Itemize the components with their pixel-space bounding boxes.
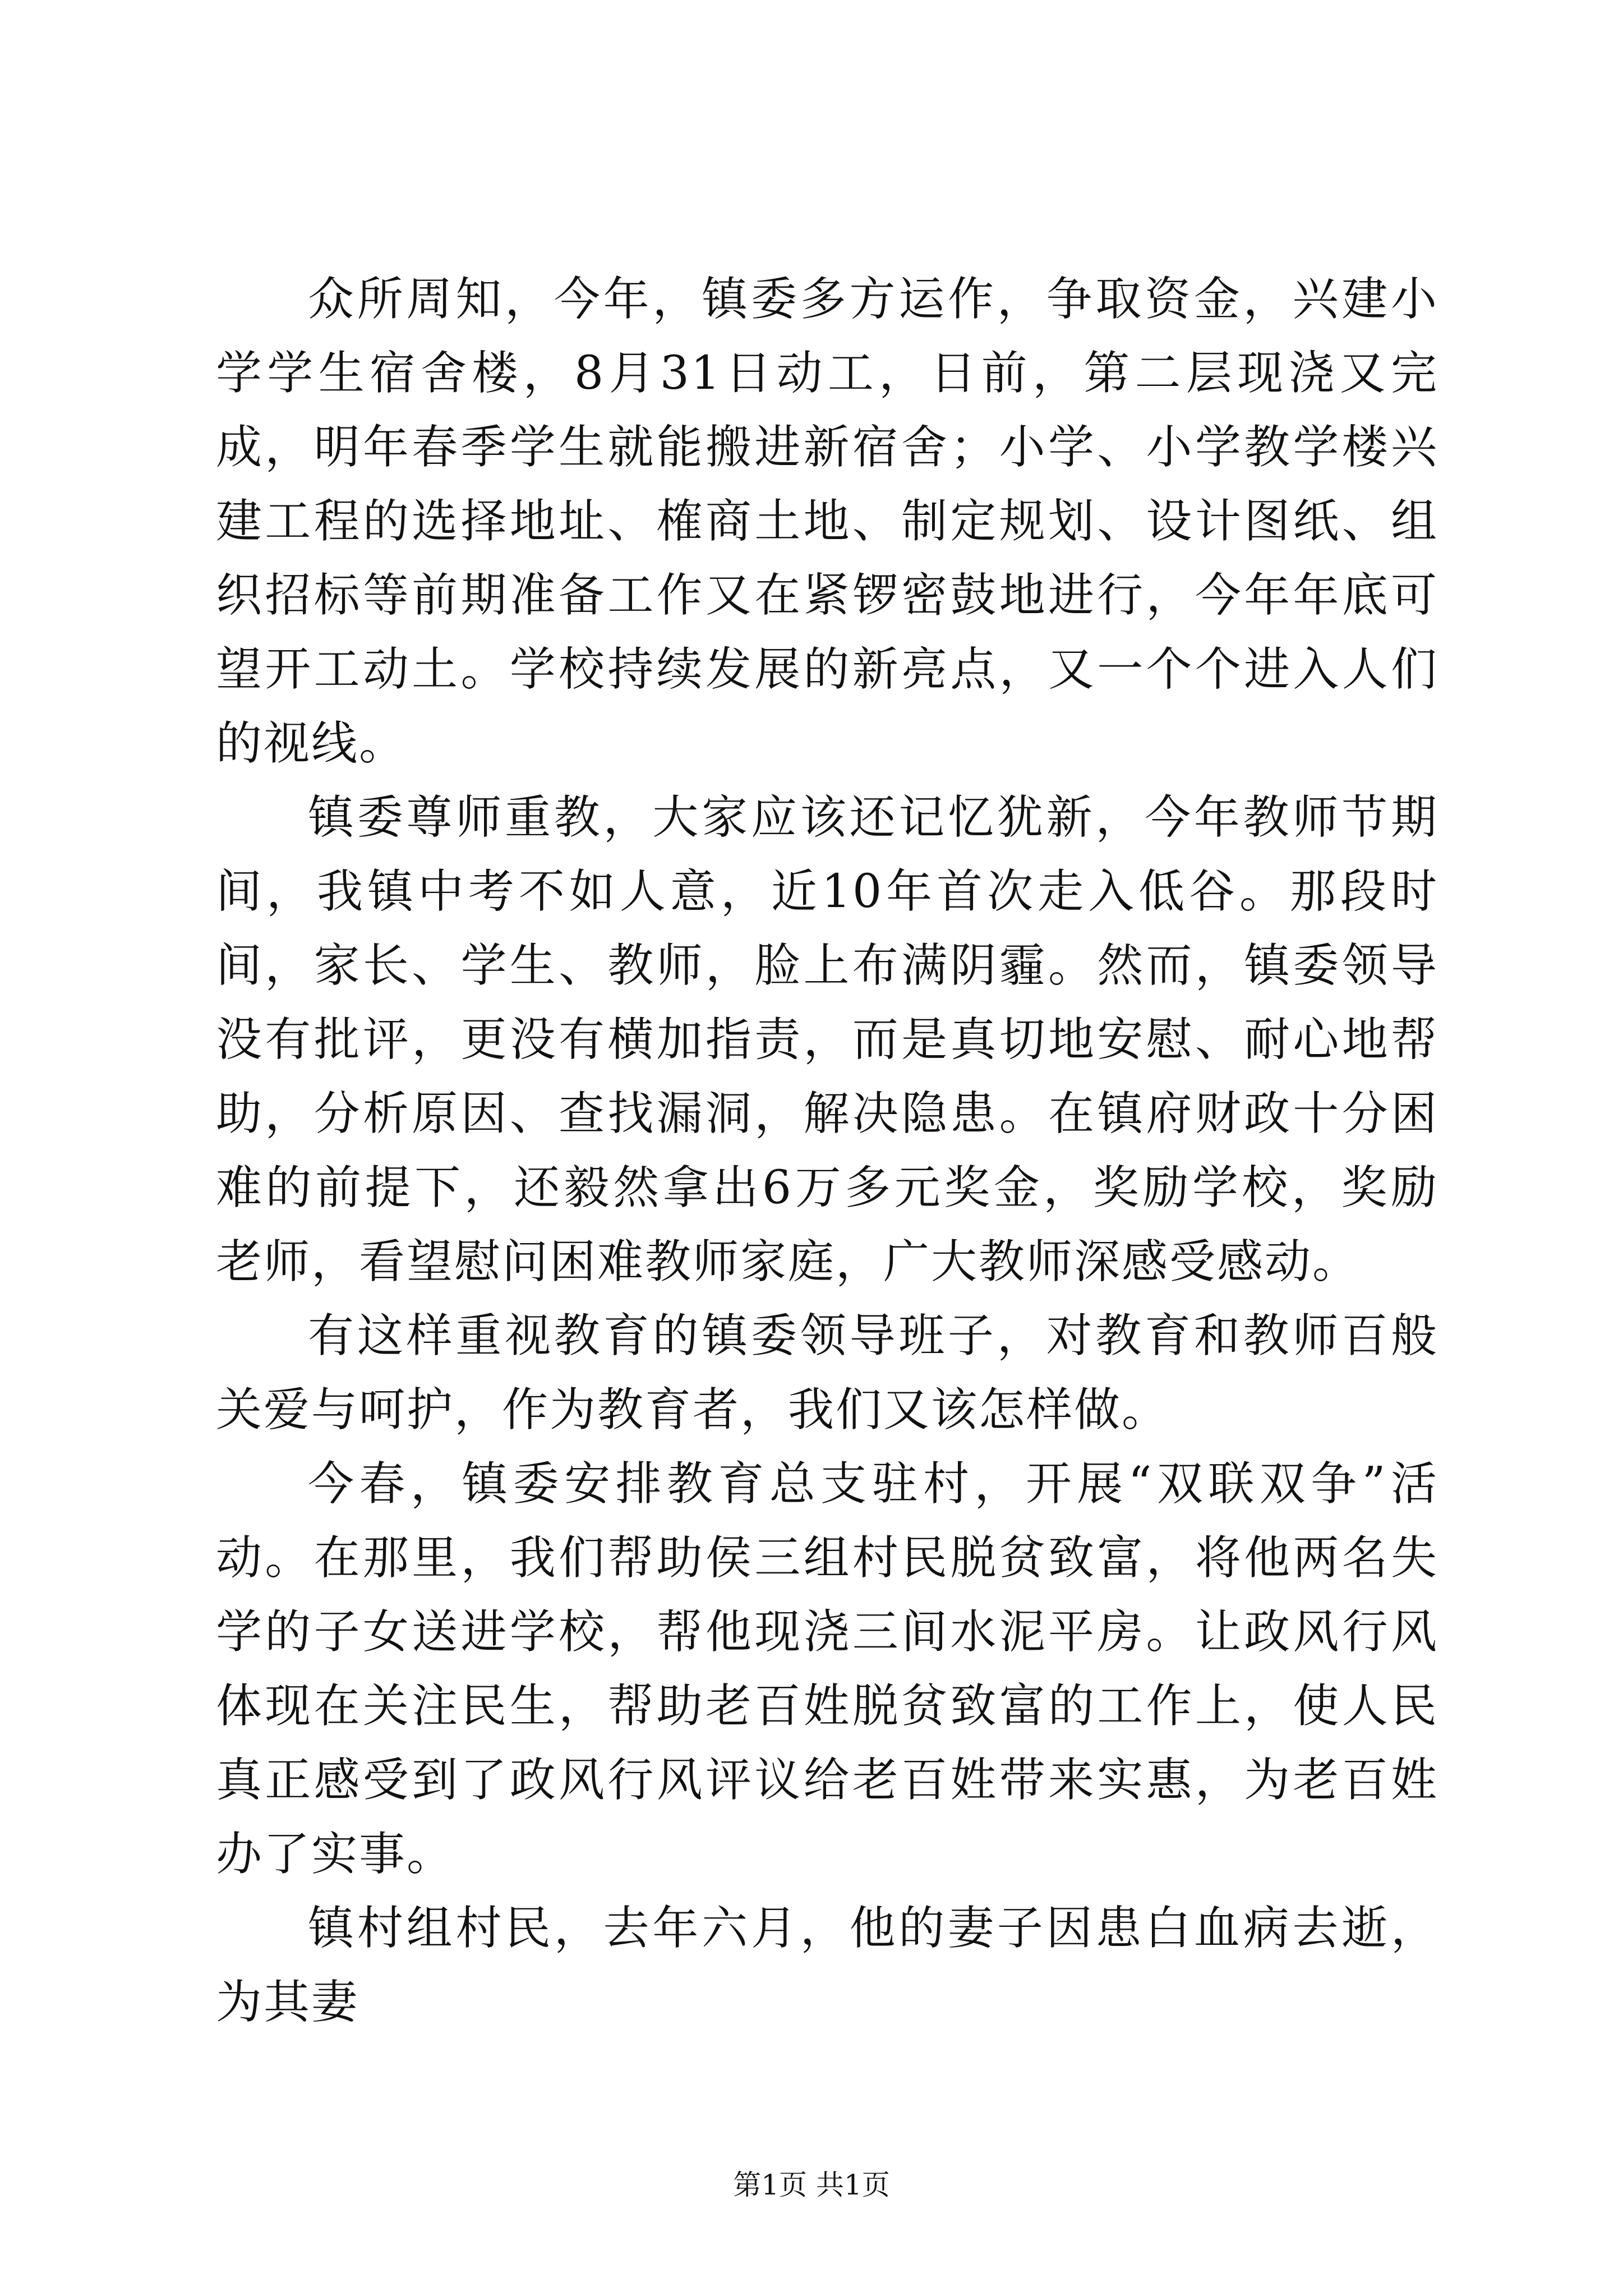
paragraph-5: 镇村组村民，去年六月，他的妻子因患白血病去逝，为其妻 — [216, 1902, 1438, 2029]
document-body — [216, 263, 1438, 2040]
paragraph-4: 今春，镇委安排教育总支驻村，开展“双联双争”活动。在那里，我们帮助侯三组村民脱贫致富，将他两名失学的子女送进学校，帮他现浇三间水泥平房。让政风行风体现在关注民生，帮助老百姓脱贫致富的工作上，使人民真正感受到了政风行风评议给老百姓带来实惠，为老百姓办了实事。 — [216, 1457, 1438, 1881]
page-footer: 第1页 共1页 — [733, 2169, 890, 2201]
paragraph-2: 镇委尊师重教，大家应该还记忆犹新，今年教师节期间，我镇中考不如人意，近10年首次走入低谷。那段时间，家长、学生、教师，脸上布满阴霾。然而，镇委领导没有批评，更没有横加指责，而是真切地安慰、耐心地帮助，分析原因、查找漏洞，解决隐患。在镇府财政十分困难的前提下，还毅然拿出6万多元奖金，奖励学校，奖励老师，看望慰问困难教师家庭，广大教师深感受感动。 — [216, 791, 1438, 1289]
paragraph-3: 有这样重视教育的镇委领导班子，对教育和教师百般关爱与呵护，作为教育者，我们又该怎样做。 — [216, 1309, 1438, 1437]
paragraph-1: 众所周知，今年，镇委多方运作，争取资金，兴建小学学生宿舍楼，8月31日动工，日前，第二层现浇又完成，明年春季学生就能搬进新宿舍；小学、小学教学楼兴建工程的选择地址、榷商土地、制定规划、设计图纸、组织招标等前期准备工作又在紧锣密鼓地进行，今年年底可望开工动土。学校持续发展的新亮点，又一个个进入人们的视线。 — [216, 273, 1438, 770]
